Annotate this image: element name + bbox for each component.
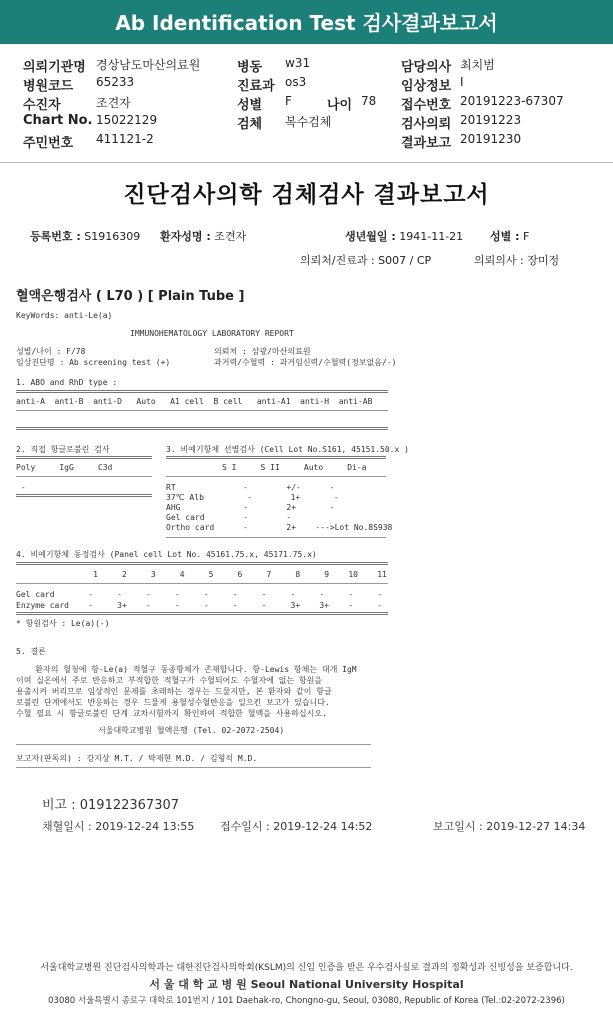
info-row bbox=[0, 75, 613, 93]
info-key: 성별 bbox=[237, 98, 263, 113]
hospital-address: 03080 서울특별시 종로구 대학로 101번지 / 101 Daehak-ro, Chongno-gu, Seoul, 03080, Republic of Korea (Tel.:02-2072-2396) bbox=[48, 996, 565, 1006]
info-value: 최치범 bbox=[460, 58, 495, 72]
info-value: 65233 bbox=[96, 75, 135, 89]
collect-label: 채혈일시 : bbox=[42, 820, 92, 833]
conclusion-title: 5. 결론 bbox=[16, 647, 46, 656]
info-value: 20191230 bbox=[460, 132, 522, 146]
info-key: 결과보고 bbox=[401, 136, 452, 151]
report-banner: Ab Identification Test 검사결과보고서 bbox=[0, 0, 613, 44]
info-value: 조견자 bbox=[96, 96, 131, 110]
name-value: 조견자 bbox=[214, 230, 247, 243]
age-value: 78 bbox=[361, 94, 377, 108]
info-key: 검체 bbox=[237, 117, 263, 132]
divider bbox=[166, 537, 386, 538]
info-value: 20191223 bbox=[460, 113, 522, 127]
dept-label: 의뢰처/진료과 : bbox=[300, 254, 375, 267]
divider bbox=[16, 390, 388, 393]
remark: 비고 : 019122367307 bbox=[42, 798, 180, 813]
info-key: 수진자 bbox=[23, 98, 61, 113]
report-value: 2019-12-27 14:34 bbox=[486, 820, 586, 833]
registration-number bbox=[30, 228, 140, 244]
info-value: 411121-2 bbox=[96, 132, 154, 146]
divider bbox=[16, 476, 152, 477]
info-row bbox=[0, 94, 613, 112]
patient-sex bbox=[490, 228, 529, 244]
divider bbox=[16, 562, 388, 565]
report-label: 보고일시 : bbox=[433, 820, 483, 833]
info-row bbox=[0, 113, 613, 131]
collect-value: 2019-12-24 13:55 bbox=[95, 820, 195, 833]
info-value: w31 bbox=[285, 56, 311, 70]
hospital-name: 서 울 대 학 교 병 원 Seoul National University Hospital bbox=[149, 978, 464, 991]
divider bbox=[16, 767, 371, 768]
conclusion-line: 로불린 단계에서도 반응하는 경우 드물게 용혈성수혈반응을 일으킨 보고가 있습니다. bbox=[16, 698, 330, 707]
screen-row: 37℃ Alb - 1+ - bbox=[166, 493, 339, 502]
info-key: 주민번호 bbox=[23, 136, 74, 151]
dept-value: S007 / CP bbox=[378, 254, 432, 267]
info-key: 검사의뢰 bbox=[401, 117, 452, 132]
divider bbox=[166, 456, 386, 459]
dat-title: 2. 직접 항글로불린 검사 bbox=[16, 445, 110, 454]
antigen-test: * 항원검사 : Le(a)(-) bbox=[16, 619, 110, 628]
info-value: 15022129 bbox=[96, 113, 158, 127]
info-value: 20191223-67307 bbox=[460, 94, 564, 108]
screen-row: AHG - 2+ - bbox=[166, 503, 335, 512]
conclusion-line: 수혈 필요 시 항글로불린 단계 교차시험까지 확인하여 적합한 혈액을 사용하십시오. bbox=[16, 709, 327, 718]
divider bbox=[16, 494, 152, 497]
divider bbox=[16, 583, 388, 584]
reg-label: 등록번호 : bbox=[30, 230, 81, 243]
info-key: 병동 bbox=[237, 60, 263, 75]
info-key: 의뢰기관명 bbox=[23, 60, 86, 75]
divider bbox=[16, 744, 371, 745]
conclusion-line: 이며 실온에서 주로 반응하고 부적합한 적혈구가 수혈되어도 수혈자에 없는 항원을 bbox=[16, 676, 323, 685]
certification-note: 서울대학교병원 진단검사의학과는 대한진단검사의학회(KSLM)의 신임 인증을 받은 우수검사실로 결과의 정확성과 신빙성을 보증합니다. bbox=[40, 963, 573, 973]
lab-report-title: IMMUNOHEMATOLOGY LABORATORY REPORT bbox=[130, 329, 294, 338]
divider bbox=[16, 427, 388, 430]
blood-bank: 서울대학교병원 혈액은행 (Tel. 02-2072-2504) bbox=[98, 726, 285, 735]
info-key: 담당의사 bbox=[401, 60, 452, 75]
screen-row: Ortho card - 2+ --->Lot No.8S938 bbox=[166, 523, 393, 532]
info-key: Chart No. bbox=[23, 113, 93, 128]
conclusion-line: 용출시켜 버리므로 임상적인 문제를 초래하는 경우는 드물지만, 본 환자와 같이 항글 bbox=[16, 687, 332, 696]
doctor-value: 장미정 bbox=[527, 254, 560, 267]
info-value: 경상남도마산의료원 bbox=[96, 58, 201, 72]
receive-value: 2019-12-24 14:52 bbox=[273, 820, 373, 833]
info-key: 진료과 bbox=[237, 79, 275, 94]
sex-age: 성별/나이 : F/78 bbox=[16, 347, 86, 356]
panel-row: Enzyme card - 3+ - - - - - 3+ 3+ - - bbox=[16, 601, 383, 610]
panel-row: Gel card - - - - - - - - - - - bbox=[16, 590, 383, 599]
divider bbox=[166, 476, 386, 477]
collection-time bbox=[42, 818, 194, 834]
report-time bbox=[433, 818, 585, 834]
requesting-doctor bbox=[474, 252, 559, 268]
dob-value: 1941-11-21 bbox=[399, 230, 464, 243]
keywords: KeyWords: anti-Le(a) bbox=[16, 311, 113, 320]
sex-label: 성별 : bbox=[490, 230, 520, 243]
divider bbox=[16, 410, 388, 411]
info-value: I bbox=[460, 75, 464, 89]
transfusion-history: 과거력/수혈력 : 과거임신력/수혈력(정보없음/-) bbox=[214, 358, 397, 367]
info-value: os3 bbox=[285, 75, 307, 89]
section-title: 혈액은행검사 ( L70 ) [ Plain Tube ] bbox=[16, 289, 245, 304]
doctor-label: 의뢰의사 : bbox=[474, 254, 524, 267]
info-value: F bbox=[285, 94, 292, 108]
info-key: 접수번호 bbox=[401, 98, 452, 113]
dat-value: - bbox=[16, 483, 26, 492]
info-key: 임상정보 bbox=[401, 79, 452, 94]
info-row bbox=[0, 56, 613, 74]
reporter: 보고자(판독의) : 강지상 M.T. / 박재현 M.D. / 김형석 M.D. bbox=[16, 754, 258, 763]
department bbox=[300, 252, 431, 268]
dob-label: 생년월일 : bbox=[345, 230, 396, 243]
screen-header: S I S II Auto Di-a bbox=[222, 463, 367, 472]
screen-row: RT - +/- - bbox=[166, 483, 335, 492]
abo-header: anti-A anti-B anti-D Auto A1 cell B cell anti-A1 anti-H anti-AB bbox=[16, 397, 373, 406]
info-row bbox=[0, 132, 613, 150]
name-label: 환자성명 : bbox=[160, 230, 211, 243]
panel-title: 4. 비예기항체 동정검사 (Panel cell Lot No. 45161.75.x, 45171.75.x) bbox=[16, 550, 317, 559]
clinical-diagnosis: 임상진단명 : Ab screening test (+) bbox=[16, 358, 171, 367]
sex-value: F bbox=[522, 230, 530, 243]
receipt-time bbox=[220, 818, 372, 834]
screen-title: 3. 비예기항체 선별검사 (Cell Lot No.S161, 45151.50.x ) bbox=[166, 445, 409, 454]
reg-value: S1916309 bbox=[84, 230, 141, 243]
header-divider bbox=[0, 162, 613, 163]
panel-header: 1 2 3 4 5 6 7 8 9 10 11 bbox=[16, 570, 387, 579]
conclusion-line: 환자의 혈청에 항-Le(a) 적혈구 동종항체가 존재합니다. 항-Lewis 항체는 대개 IgM bbox=[16, 665, 357, 674]
referrer: 의뢰처 : 삼광/마산의료원 bbox=[214, 347, 311, 356]
report-title: 진단검사의학 검체검사 결과보고서 bbox=[123, 182, 490, 208]
abo-title: 1. ABO and RhD type : bbox=[16, 378, 118, 387]
divider bbox=[16, 456, 152, 459]
divider bbox=[16, 612, 388, 615]
age-key: 나이 bbox=[327, 98, 353, 113]
screen-row: Gel card - - bbox=[166, 513, 292, 522]
info-value: 복수검체 bbox=[285, 115, 332, 129]
info-key: 병원코드 bbox=[23, 79, 74, 94]
receive-label: 접수일시 : bbox=[220, 820, 270, 833]
patient-name bbox=[160, 228, 246, 244]
dat-header: Poly IgG C3d bbox=[16, 463, 113, 472]
birth-date bbox=[345, 228, 463, 244]
